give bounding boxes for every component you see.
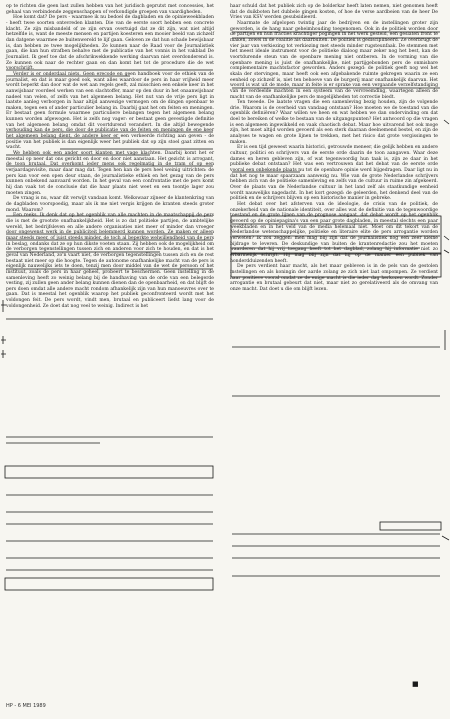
paragraph: Naarmate de afgelopen twintig jaar de bedrijven en de instellingen groter zijn geworden, is de hang naar geheimhouding toegenomen. Ook in de politiek worden door de partijen en hun fracties krachtiger pogingen in het werk gesteld, een geslaten front te maken, zowel in de coalitie als daarbuiten. De politiek is gedisciplineerd. Ze overbrugt de vier jaar van verkiezing tot verkiezing met steeds minder rugsteunfaak. De stemmen met het meest ideale instrument voor de politieke dialoog maar zeker nog het best, kan de voortdurende steun van de openbare mening niet ontberen. In de vorming van die openbare mening is juist de onafhankelijke, niet partijgebonden pers de onmisbare complementaire machtsfactor geworden. Anders gezegd: de politiek geeft nog wel het skala der stervingen, maar heeft ook een afgebakende ruimte gekregen waarin ze een eenheid op zichzelf is, niet ten behoeve van de burgerij maar onafhankelijk daarvan. Het woord is wat uit de mode, maar in feite is er sprake van een vergaande verzelfstandiging van de verdeelde machten in een systeem van de vervreemding, waartegen alleen de macht van de onafhankelijke pers de mogelijkheden tot correctie biedt. (230, 20, 438, 100)
paragraph: haar schuld dat het publiek zich op de bolderkar heeft laten nemen, niet genomen heeft dat de duikboten het dubbele gingen kosten, of hoe de verse aardbeien van de heer De Vries van KSV werden gesubsidieerd. (230, 4, 438, 21)
paragraph: Hoe komt dat? De pers - waarmee ik nu bedoel de dagbladen en de opinieweekbladen - heeft twee soorten ontevreden klanten. Die van de eerste soort hebben een concrete klacht. Ze zijn misbandeld of ze zijn ervan overtuigd dat ze dit zijn, wat niet altijd hetzelfde is, want de meeste mensen en partijen koesteren een mooier beeld van zichzelf dan datgene waarmee ze buitenwereld te lijf gaan. Geloven ze dat hun schade bewijsbaar is, dan hebben ze twee mogelijkheden. Ze kunnen naar de Raad voor de Journalistiek gaan, die kan hun strafben behalve met de publicatie van het vonnis in het vakblad De Journalist. Ik geef toe dat de afschrikwekkende werking daarvan niet overdonderend is. Ze kunnen ook naar de rechter gaan en dan komt het tot de procedure die de wet voorschrijft. (6, 15, 214, 72)
margin-arrow-mark (444, 236, 449, 240)
margin-arrow-mark (444, 120, 449, 124)
paragraph: Een reeks. Ik denk dat op het ogenblik van alle machten in de maatschappij de pers die is met de grootste onafhankelijkheid. Het is zo dat politieke partijen, de ambtelijke wereld, het bedrijfsleven en alle andere organisaties niet meer of minder dan vroeger door ongewenst werk in de publiciteit belemmerd kunnen worden. Ze maken er alleen maar steeds meer, of juist steeds minder, de toch al beperkte welwillendheid van de pers in beslag, ondanks dat ze op hun dikste voeten staan. Zij hebben ook de mogelijkheid om de verborgen tegenstellingen tussen zich en anderen voor zich te houden, en dat is het geval van Nederland, zo'n vaart niet, de verborgen tegenstellingen tussen zich en de rest bestaat niet meer op die hoogte. Tegen de autonome onafhankelijke macht van de pers is eigenlijk nauwelijks iets te doen, tenzij men door middel van de wet de persoon of het instituut, zoals de pers in haar geheel, probeert te beschermen. Geen instelling in de samenleving heeft zo weinig belang bij de handhaving van de orde van een belegerde vesting, zij zullen geen ander belang kunnen dienen dan de openbaarheid, en dat blijft de pers doen omdat alle andere macht rondom afhankelijk zijn van hun manoeuvres over te gaan. Dat is meestal het ogenblik waarop het publiek geconfronteerd wordt met het voldongen feit. De pers wordt, vindt men, brutaal en publiceert liefst lang voor de voldongenheid. Ze doet dat nog veel te weinig. Indirect is het (6, 213, 214, 309)
page-footer: HP - 6 MEI 1989 (6, 703, 46, 709)
paragraph: Verder is er onderdaal niets. Geen erecode en geen handboek voor de ethiek van de journalist, en dat is maar goed ook, want alles waardoor de pers in haar vrijheid meer wordt beperkt dan door wat de wet aan regels geeft, zal misschien een enkele keer in het aanwijsbaar voordeel werken van een slachtoffer, maar op den duur in het onaanwijsbaar nadeel van velen, of zelfs van het algemeen belang. Het nut van de vrije pers ligt in laatste aanleg verborgen in haar altijd aanwezige vermogen om de dingen openbaar te maken, tegen een of ander particulier belang in. Daarbij gaat het om feiten en meningen. Er bestaat geen formule waarmee particuliere belangen tegen het algemeen belang kunnen worden afgewogen. Het is zelfs nog vager: er bestaat geen gevestigde definitie van het algemeen belang omdat dit voortdurend verandert. In die altijd bewegende verhouding kan de pers, die door de publicatie van de feiten en meningen de ene keer het algemeen belang dient, de andere keer er een verkeerde richting aan geven - de positie van het publiek is dan eigenlijk weer het publiek dat op zijn stoel gaat zitten en wacht. (6, 71, 214, 151)
paragraph: De vraag is nu, waar dit verwijt vandaan komt. Welkswaar zijneer de klantenkring van de dagbladen voorspoedig, maar als ik me niet vergis krijgen de kranten steeds groter mond. Waarom? (6, 196, 214, 213)
margin-arrow-mark (444, 250, 449, 253)
paragraph: Er is een tijd geweest waarin historici, getrouwde meneer, die gelijk hebben en andere cultuur, politici en schrijvers van de eerste orde daarin de toon aangaven. Waar deze dames en heren gebleven zijn, of wat tegenwoordig hun taak is, zijn ze daar in het publieke debat ontstaan? Het was een vertrouwen dat het debat van de eerste orde vooral een onbekende plaats nu tot de openbare opinie werd bijgedragen. Daar ligt nu in dat het nog te maar spaarzaam aanwezig nu. Wie van de grote Nederlandse schrijvers hebben zich van de politieke samenleving en zelfs van de cultuur in ruime zin afgekeerd. Over de plaats van de Nederlandse cultuur in het land zelf als staatkundige eenheid wordt nauwelijks nagedacht. In het kort gezegd: de geleerden, het denkend deel van de politiek en de schrijvers blijven op een historische manier in gebreke. (230, 145, 438, 202)
margin-arrow-mark (442, 536, 449, 540)
end-of-article-mark: ■ (412, 680, 419, 688)
paragraph: De pers verdient haar macht, als het maar gebleven is in de pels van de gestolen instellingen en als koningin der aarde zolang ze zich niet laat ompompen. Ze verdient haar positieve vooral omdat ze de enige macht is die ieder dag herkozen wordt. Zonder arrogantie en brutaal gebeurt dat niet, maar niet zo gerelativeerd als de omvang van onze macht. Dat doet u die om blijft lezen. (230, 264, 438, 292)
paragraph: We hebben ook een ander soort klanten met vage klachten. Daarbij komt het er meestal op neer dat ons gericht en door en door niet aanstaan. Het gezicht is arrogant, de toon brutaal. Dat overkomt ieder mens ook regelmatig in de tram of op een verjaardagsvisite, maar daar mag dat. Tegen hen kan de pers heel weinig uitrichten: de pers kan voor een open deur staan, de journalistieke ethiek en het gezag van de pers kunnen onbekend aanvaard worden. In het geval van een confrontatie met de pers komt hij dan vaak tot de conclusie dat die haar plaats niet weet en een toontje lager zou moeten zingen. (6, 151, 214, 196)
paragraph: Het debat over het afsterven van de ideologie, de crisis van de politiek, de onzekerheid van de nationale identiteit, over alles wat de definitie van de tegenwoordige toestand en de grote lijnen van de prognose aangaat, dat debat wordt op het ogenblik gevoerd op de opiniepagina's van een paar grote dagbladen, in meestal slechts een paar weekbladen en in het veld van de media helemaal niet. Moet om dit tekort van de Nederlandse wetenschappelijke, politieke en literaire elite de pers arrogantie worden verweten? Ik zou zeggen: men mag blij zijn dat de journalistiek nog een zeer kleine bijdrage te leveren. De deskundige van buiten de krantenredactie zou het moeten waarderen dat hij vrij toegang heeft tot het dagblad, zolang hij informatie niet zo erbarmelijk schrijft. Hij mag blij zijn dat hij op de manier een publiek van honderdduizenden heeft. (230, 201, 438, 264)
paragraph: op te richten die geen last zullen hebben van het juridisch geprutst met concessies, het gehaal van verbindende zeggenschappen of verkondigde groepen van vaardigheden. (6, 4, 214, 15)
paragraph: Ten tweede. De laatste vragen die een samenleving bezig houden, zijn de volgende drie. Waarom is de overheid van vandaag ontstaan? Hoe moeten we de toestand van die ogenblik definiëren? Waar willen we heen en wat hebben we dan ondervinding om dat doel te bereiken of welke te bestaan van de uitgangspunten? Het antwoord op die vragen is een algemeen ingewikkeld en vaak chaotisch debat. Maar hoe uitvarend het ook moge zijn, het moet altijd worden gevoerd als een sterk daaraan deelnemend bestel, en zijn de analyses te wagen en grote lijnen te trekken, met het risico dat grote vergissingen te maken. (230, 100, 438, 145)
right-column (230, 4, 438, 680)
left-column (6, 4, 214, 680)
